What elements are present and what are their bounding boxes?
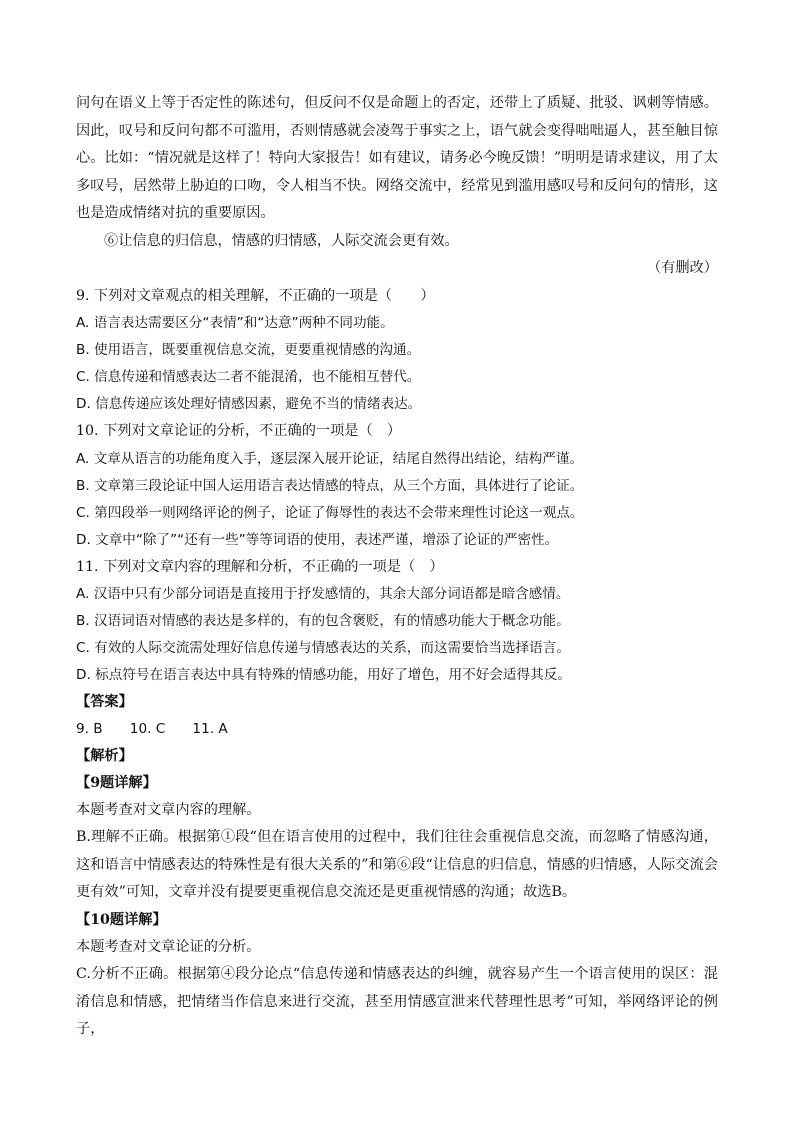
q10-detail-body: C.分析不正确。根据第④段分论点“信息传递和情感表达的纠缠，就容易产生一个语言使用的误区：混淆信息和情感，把情绪当作信息来进行交流，甚至用情感宣泄来代替理性思考”可知，举网络评论的例子， [76,966,718,1037]
q10-detail-intro: 本题考查对文章论证的分析。 [76,939,261,955]
question-9-option-b: B. 使用语言，既要重视信息交流，更要重视情感的沟通。 [76,342,421,358]
question-10-option-a: A. 文章从语言的功能角度入手，逐层深入展开论证，结尾自然得出结论，结构严谨。 [76,451,584,467]
question-10-option-b: B. 文章第三段论证中国人运用语言表达情感的特点，从三个方面，具体进行了论证。 [76,478,584,494]
source-note: （有删改） [647,260,718,276]
answer-text: 9. B 10. C 11. A [76,721,228,737]
question-11-stem: 11. 下列对文章内容的理解和分析，不正确的一项是（ ） [76,559,444,575]
question-10-stem: 10. 下列对文章论证的分析，不正确的一项是（ ） [76,423,402,439]
q9-detail-body: B.理解不正确。根据第①段“但在语言使用的过程中，我们往往会重视信息交流，而忽略了情感沟通，这和语言中情感表达的特殊性是有很大关系的”和第⑥段“让信息的归信息，情感的归情感，人际交流会更有效”可知，文章并没有提要更重视信息交流还是更重视情感的沟通；故选B。 [76,829,718,900]
question-11-option-d: D. 标点符号在语言表达中具有特殊的情感功能，用好了增色，用不好会适得其反。 [76,667,571,683]
passage-paragraph-5: 问句在语义上等于否定性的陈述句，但反问不仅是命题上的否定，还带上了质疑、批驳、讽刺等情感。因此，叹号和反问句都不可滥用，否则情感就会凌驾于事实之上，语气就会变得咄咄逼人，甚至触目惊心。比如：“情况就是这样了！特向大家报告！如有建议，请务必今晚反馈！”明明是请求建议，用了太多叹号，居然带上胁迫的口吻，令人相当不快。网络交流中，经常见到滥用感叹号和反问句的情形，这也是造成情绪对抗的重要原因。 [76,95,718,221]
question-11-option-c: C. 有效的人际交流需处理好信息传递与情感表达的关系，而这需要恰当选择语言。 [76,640,570,656]
question-11-option-a: A. 汉语中只有少部分词语是直接用于抒发感情的，其余大部分词语都是暗含感情。 [76,586,570,602]
question-10-option-c: C. 第四段举一则网络评论的例子，论证了侮辱性的表达不会带来理性讨论这一观点。 [76,505,584,521]
question-11-option-b: B. 汉语词语对情感的表达是多样的，有的包含褒贬，有的情感功能大于概念功能。 [76,613,570,629]
question-9-option-d: D. 信息传递应该处理好情感因素，避免不当的情绪表达。 [76,396,422,412]
passage-paragraph-6: ⑥让信息的归信息，情感的归情感，人际交流会更有效。 [104,233,459,249]
question-9-option-c: C. 信息传递和情感表达二者不能混淆，也不能相互替代。 [76,369,421,385]
question-9-option-a: A. 语言表达需要区分“表情”和“达意”两种不同功能。 [76,315,394,331]
answer-header: 【答案】 [76,694,133,710]
question-9-stem: 9. 下列对文章观点的相关理解，不正确的一项是（ ） [76,288,435,304]
q10-detail-header: 【10题详解】 [76,912,167,928]
analysis-header: 【解析】 [76,748,133,764]
question-10-option-d: D. 文章中“除了”“还有一些”等等词语的使用，表述严谨，增添了论证的严密性。 [76,532,559,548]
q9-detail-header: 【9题详解】 [76,775,157,791]
q9-detail-intro: 本题考查对文章内容的理解。 [76,802,261,818]
